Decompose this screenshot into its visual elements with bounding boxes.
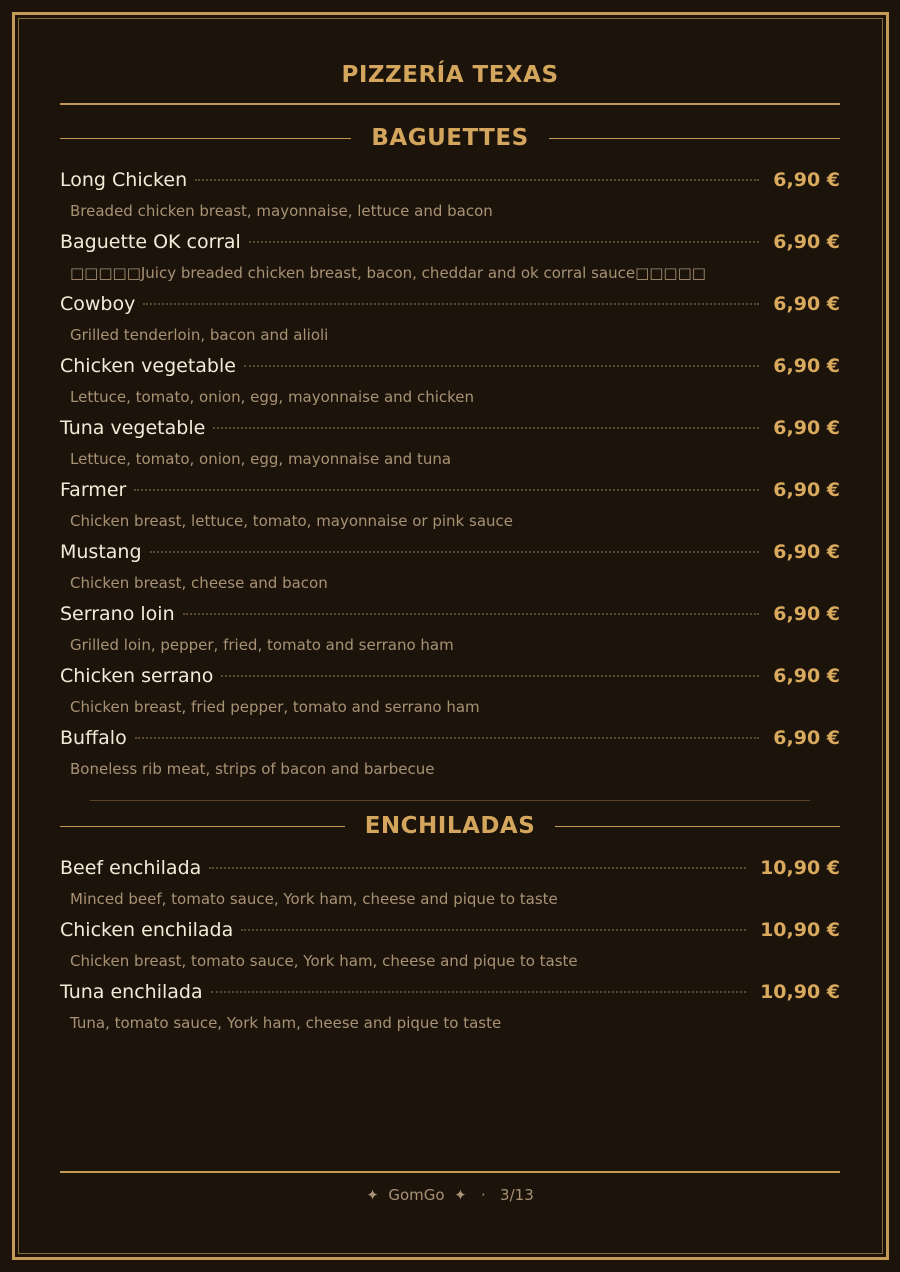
menu-item-name: Chicken vegetable — [60, 355, 236, 377]
footer-divider — [60, 1171, 840, 1173]
menu-item-price: 6,90 € — [773, 355, 840, 377]
section-header-line — [60, 138, 351, 139]
section-header-line — [555, 826, 840, 827]
section-header-line — [60, 826, 345, 827]
menu-item-name: Cowboy — [60, 293, 136, 315]
menu-item — [60, 169, 840, 231]
menu-item-name: Mustang — [60, 541, 142, 563]
menu-item-description: Tuna, tomato sauce, York ham, cheese and pique to taste — [70, 1014, 502, 1032]
menu-item-price: 6,90 € — [773, 293, 840, 315]
menu-item-price: 10,90 € — [760, 919, 840, 941]
menu-item — [60, 479, 840, 541]
menu-item-price: 10,90 € — [760, 857, 840, 879]
dot-leader — [211, 991, 746, 993]
section-header-line — [549, 138, 840, 139]
menu-item-price: 10,90 € — [760, 981, 840, 1003]
menu-item-price: 6,90 € — [773, 479, 840, 501]
menu-item-name: Buffalo — [60, 727, 127, 749]
section-header-baguettes — [60, 123, 840, 153]
menu-item-name: Farmer — [60, 479, 127, 501]
menu-item-description: Grilled loin, pepper, fried, tomato and serrano ham — [70, 636, 454, 654]
menu-item-description: Minced beef, tomato sauce, York ham, cheese and pique to taste — [70, 890, 558, 908]
page-title: PIZZERÍA TEXAS — [341, 62, 559, 88]
menu-item-name: Tuna vegetable — [60, 417, 206, 439]
menu-item-price: 6,90 € — [773, 665, 840, 687]
menu-item-price: 6,90 € — [773, 603, 840, 625]
menu-item-price: 6,90 € — [773, 231, 840, 253]
menu-item-description: □□□□□Juicy breaded chicken breast, bacon, cheddar and ok corral sauce□□□□□ — [70, 264, 706, 282]
section-divider — [90, 800, 810, 801]
menu-item-name: Chicken enchilada — [60, 919, 234, 941]
dot-leader — [209, 867, 746, 869]
menu-item-description: Boneless rib meat, strips of bacon and barbecue — [70, 760, 435, 778]
dot-leader — [143, 303, 759, 305]
menu-item — [60, 541, 840, 603]
menu-item-name: Beef enchilada — [60, 857, 202, 879]
section-title: ENCHILADAS — [364, 813, 536, 839]
menu-item — [60, 981, 840, 1043]
dot-leader — [213, 427, 759, 429]
dot-leader — [195, 179, 759, 181]
title-divider — [60, 103, 840, 105]
menu-item-description: Chicken breast, fried pepper, tomato and serrano ham — [70, 698, 480, 716]
menu-item — [60, 919, 840, 981]
menu-item-name: Baguette OK corral — [60, 231, 241, 253]
menu-item-description: Chicken breast, tomato sauce, York ham, cheese and pique to taste — [70, 952, 578, 970]
dot-leader — [135, 737, 760, 739]
menu-item — [60, 857, 840, 919]
menu-item-name: Serrano loin — [60, 603, 175, 625]
menu-item — [60, 355, 840, 417]
menu-item-description: Grilled tenderloin, bacon and alioli — [70, 326, 329, 344]
dot-leader — [183, 613, 760, 615]
dot-leader — [150, 551, 760, 553]
menu-item-price: 6,90 € — [773, 727, 840, 749]
menu-item — [60, 727, 840, 789]
menu-item-name: Chicken serrano — [60, 665, 214, 687]
section-header-enchiladas — [60, 811, 840, 841]
menu-item-price: 6,90 € — [773, 541, 840, 563]
dot-leader — [221, 675, 759, 677]
menu-item-price: 6,90 € — [773, 417, 840, 439]
page-footer: ✦ GomGo ✦ · 3/13 — [366, 1186, 534, 1204]
menu-item-name: Long Chicken — [60, 169, 188, 191]
menu-item — [60, 417, 840, 479]
menu-item — [60, 603, 840, 665]
menu-item-description: Breaded chicken breast, mayonnaise, lettuce and bacon — [70, 202, 493, 220]
menu-item-description: Chicken breast, cheese and bacon — [70, 574, 328, 592]
menu-item-name: Tuna enchilada — [60, 981, 203, 1003]
section-title: BAGUETTES — [371, 125, 529, 151]
menu-item-price: 6,90 € — [773, 169, 840, 191]
menu-item-description: Lettuce, tomato, onion, egg, mayonnaise and chicken — [70, 388, 475, 406]
dot-leader — [241, 929, 746, 931]
dot-leader — [244, 365, 759, 367]
menu-item — [60, 665, 840, 727]
menu-item-description: Lettuce, tomato, onion, egg, mayonnaise and tuna — [70, 450, 452, 468]
menu-item-description: Chicken breast, lettuce, tomato, mayonnaise or pink sauce — [70, 512, 513, 530]
menu-item — [60, 231, 840, 293]
dot-leader — [249, 241, 759, 243]
menu-item — [60, 293, 840, 355]
dot-leader — [134, 489, 759, 491]
